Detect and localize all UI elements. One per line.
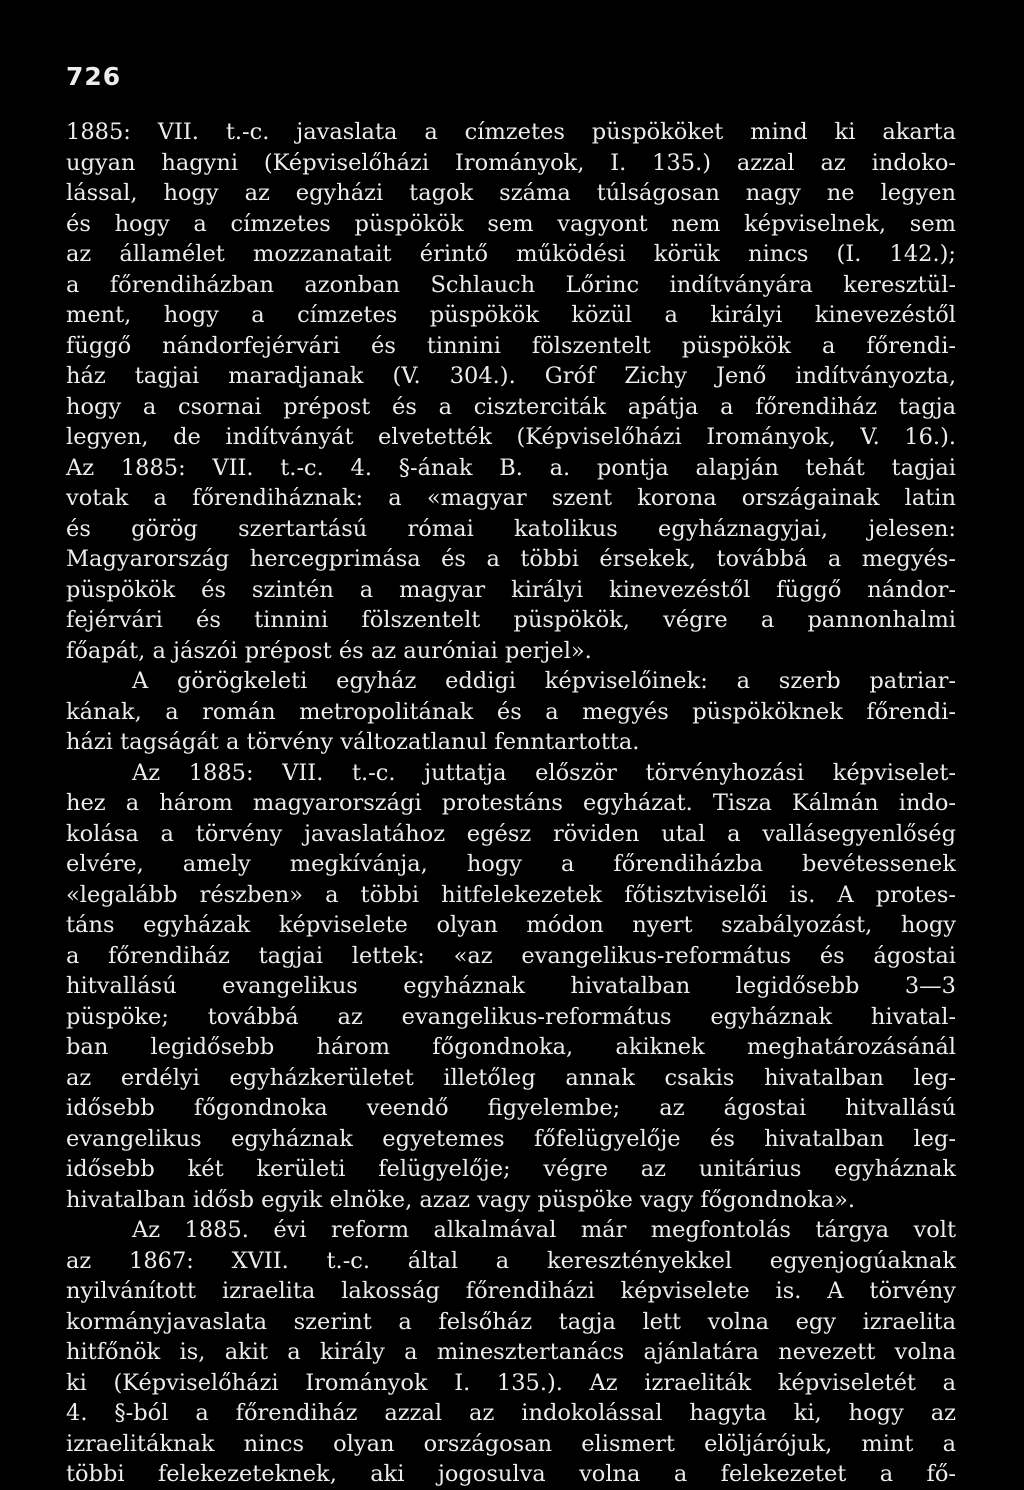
text-line: legyen, de indítványát elvetették (Képviselőházi Irományok, V. 16.). [66, 424, 956, 450]
text-line: evangelikus egyháznak egyetemes főfelügyelője és hivatalban leg- [66, 1125, 956, 1152]
text-line: hogy a csornai prépost és a ciszterciták apátja a főrendiház tagja [66, 393, 956, 420]
text-line: Magyarország hercegprimása és a többi érsekek, továbbá a megyés- [66, 546, 956, 572]
text-line: függő nándorfejérvári és tinnini fölszentelt püspökök a főrendi- [66, 332, 956, 359]
text-line: és hogy a címzetes püspökök sem vagyont nem képviselnek, sem [66, 210, 956, 237]
text-line: házi tagságát a törvény változatlanul fenntartotta. [66, 729, 640, 755]
text-line: ban legidősebb három főgondnoka, akiknek meghatározásánál [66, 1034, 956, 1060]
text-line: idősebb két kerületi felügyelője; végre az unitárius egyháznak [66, 1156, 956, 1182]
text-line: idősebb főgondnoka veendő figyelembe; az ágostai hitvallású [66, 1095, 956, 1121]
text-line: kolása a törvény javaslatához egész röviden utal a vallásegyenlőség [66, 820, 956, 847]
text-line: votak a főrendiháznak: a «magyar szent korona országainak latin [66, 485, 956, 511]
text-line: hitfőnök is, akit a király a minesztertanács ajánlatára nevezett volna [66, 1339, 956, 1365]
text-line: ház tagjai maradjanak (V. 304.). Gróf Zichy Jenő indítványozta, [66, 363, 956, 389]
body-text [66, 117, 956, 1490]
text-line: hitvallású evangelikus egyháznak hivatalban legidősebb 3—3 [66, 973, 956, 999]
text-line: fejérvári és tinnini fölszentelt püspökök, végre a pannonhalmi [66, 607, 956, 633]
text-line: hez a három magyarországi protestáns egyházat. Tisza Kálmán indo- [66, 790, 956, 816]
text-line: Az 1885: VII. t.-c. juttatja először törvényhozási képviselet- [132, 759, 956, 786]
text-line: főapát, a jászói prépost és az auróniai perjel». [66, 637, 592, 664]
text-line: ugyan hagyni (Képviselőházi Irományok, I. 135.) azzal az indoko- [66, 149, 956, 176]
text-line: lással, hogy az egyházi tagok száma túlságosan nagy ne legyen [66, 180, 956, 206]
text-line: 1885: VII. t.-c. javaslata a címzetes püspököket mind ki akarta [66, 119, 956, 145]
text-line: az erdélyi egyházkerületet illetőleg annak csakis hivatalban leg- [66, 1064, 956, 1091]
text-line: az államélet mozzanatait érintő működési körük nincs (I. 142.); [66, 241, 956, 267]
text-line: ment, hogy a címzetes püspökök közül a királyi kinevezéstől [66, 302, 956, 328]
text-line: többi felekezeteknek, aki jogosulva volna a felekezetet a fő- [66, 1461, 956, 1487]
text-line: a főrendiházban azonban Schlauch Lőrinc indítványára keresztül- [66, 271, 956, 298]
text-line: és görög szertartású római katolikus egyháznagyjai, jelesen: [66, 515, 956, 542]
text-line: «legalább részben» a többi hitfelekezetek főtisztviselői is. A protes- [66, 881, 956, 908]
text-line: izraelitáknak nincs olyan országosan elismert elöljárójuk, mint a [66, 1430, 956, 1457]
text-line: püspökök és szintén a magyar királyi kinevezéstől függő nándor- [66, 576, 956, 603]
text-line: hivatalban idősb egyik elnöke, azaz vagy püspöke vagy főgondnoka». [66, 1186, 856, 1213]
text-line: táns egyházak képviselete olyan módon nyert szabályozást, hogy [66, 912, 956, 938]
text-line: püspöke; továbbá az evangelikus-református egyháznak hivatal- [66, 1003, 956, 1030]
text-line: Az 1885: VII. t.-c. 4. §-ának B. a. pontja alapján tehát tagjai [66, 454, 956, 481]
text-line: kának, a román metropolitának és a megyés püspököknek főrendi- [66, 698, 956, 725]
text-line: A görögkeleti egyház eddigi képviselőinek: a szerb patriar- [132, 668, 956, 694]
text-line: a főrendiház tagjai lettek: «az evangelikus-református és ágostai [66, 942, 956, 969]
text-line: elvére, amely megkívánja, hogy a főrendiházba bevétessenek [66, 851, 956, 877]
text-line: Az 1885. évi reform alkalmával már megfontolás tárgya volt [132, 1217, 956, 1243]
text-line: kormányjavaslata szerint a felsőház tagja lett volna egy izraelita [66, 1308, 956, 1335]
page-number: 726 [66, 62, 122, 91]
text-line: az 1867: XVII. t.-c. által a keresztényekkel egyenjogúaknak [66, 1247, 956, 1274]
text-line: ki (Képviselőházi Irományok I. 135.). Az izraeliták képviseletét a [66, 1369, 956, 1396]
text-line: nyilvánított izraelita lakosság főrendiházi képviselete is. A törvény [66, 1278, 956, 1304]
text-line: 4. §-ból a főrendiház azzal az indokolással hagyta ki, hogy az [66, 1400, 956, 1426]
